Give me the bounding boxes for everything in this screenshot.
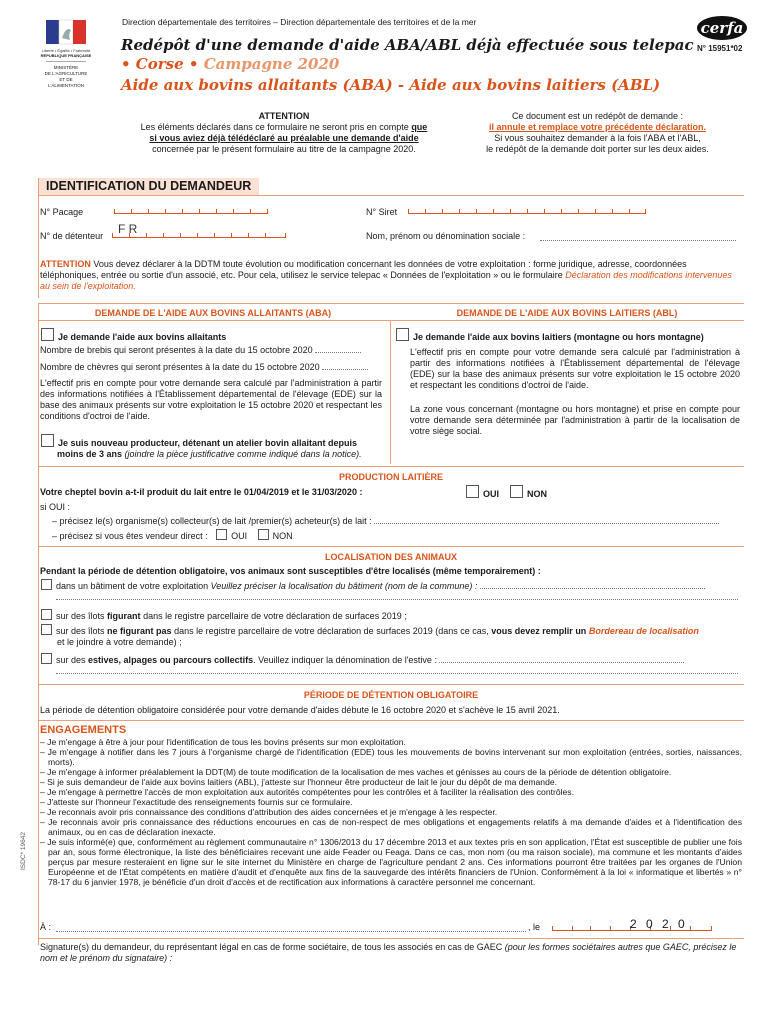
vendeur-non-checkbox[interactable] bbox=[258, 529, 269, 540]
abl-checkbox[interactable] bbox=[396, 328, 409, 341]
commune-input-2[interactable] bbox=[56, 599, 738, 600]
detenteur-prefix: F R bbox=[118, 222, 138, 236]
pacage-field[interactable] bbox=[114, 207, 268, 214]
engagement-item: – Je reconnais avoir pris connaissance des conditions d'attribution des aides concernées et je m'engage à les respecter. bbox=[40, 807, 498, 817]
side-isdc: ISDC* 19642 bbox=[20, 832, 27, 870]
lieu-input[interactable] bbox=[56, 931, 526, 932]
siret-label: N° Siret bbox=[366, 207, 398, 217]
ministry-line4: L'ALIMENTATION bbox=[48, 83, 84, 88]
logo-motto: Liberté • Égalité • Fraternité bbox=[41, 48, 91, 53]
top-line: Direction départementale des territoires – Direction départementale des territoires et de la mer bbox=[122, 17, 477, 27]
loc-option-1: dans un bâtiment de votre exploitation Veuillez préciser la localisation du bâtiment (nom de la commune) : bbox=[41, 579, 741, 592]
vendeur-oui-checkbox[interactable] bbox=[216, 529, 227, 540]
nom-input[interactable] bbox=[540, 240, 736, 241]
localisation-heading: LOCALISATION DES ANIMAUX bbox=[325, 552, 457, 562]
abl-zone: La zone vous concernant (montagne ou hors montagne) et prise en compte pour votre demande sera déterminée par l'administration à partir de la localisation de votre siège social. bbox=[410, 404, 740, 436]
date-year: 2 0 2 0 bbox=[630, 917, 688, 931]
loc-batiment-checkbox[interactable] bbox=[41, 579, 52, 590]
ministry-line2: DE L'AGRICULTURE bbox=[44, 71, 88, 76]
loc-option-3: sur des îlots ne figurant pas dans le registre parcellaire de votre déclaration de surfaces 2019 (dans ce cas, vous devez remplir un Bordereau de localisation et le joindre à votre demande) ; bbox=[41, 624, 741, 648]
engagement-item: – Je reconnais avoir pris connaissance des réductions encourues en cas de non-respect de mes obligations et engagements relatifs à ma demande d'aides et à l'identification des animaux, ou en cas de déclaration inexacte. bbox=[40, 817, 742, 837]
loc-option-2: sur des îlots figurant dans le registre parcellaire de votre déclaration de surfaces 2019 ; bbox=[41, 609, 407, 622]
title-line3: Aide aux bovins allaitants (ABA) - Aide aux bovins laitiers (ABL) bbox=[121, 76, 661, 94]
aba-chevres: Nombre de chèvres qui seront présentes à la date du 15 octobre 2020 bbox=[40, 362, 385, 373]
estive-input[interactable] bbox=[439, 662, 684, 663]
org-input[interactable] bbox=[374, 523, 719, 524]
ministry-line1: MINISTÈRE bbox=[53, 65, 79, 70]
cerfa-logo-icon: cerfa bbox=[697, 16, 747, 40]
chevres-input[interactable] bbox=[322, 369, 368, 370]
loc-ilots-non-figurant-checkbox[interactable] bbox=[41, 624, 52, 635]
marianne-logo-icon bbox=[44, 18, 88, 48]
production-non: NON bbox=[510, 485, 547, 500]
identification-heading: IDENTIFICATION DU DEMANDEUR bbox=[38, 178, 259, 195]
logo-block bbox=[30, 18, 102, 98]
logo-rf: RÉPUBLIQUE FRANÇAISE bbox=[40, 53, 92, 58]
engagement-item: – Je suis informé(e) que, conformément au règlement communautaire n° 1306/2013 du 17 décembre 2013 et aux textes pris en son application, l'État est susceptible de publier une fois par an, sous forme électronique, la liste des bénéficiaires recevant une aide Feader ou Feaga. Dans ce cas, mon nom (ou ma raison sociale), ma commune et les montants d'aides perçus par mesure resteraient en ligne sur le site internet du Ministère en charge de l'agriculture pendant 2 ans. Ces informations pourront être traitées par les organes de l'Union Européenne et de l'État compétents en matière d'audit et d'enquête aux fins de la sauvegarde des intérêts financiers de l'Union. Conformément à la loi « informatique et libertés » n° 78-17 du 6 janvier 1978, je bénéficie d'un droit d'accès et de rectification aux informations à caractère personnel me concernant. bbox=[40, 837, 742, 887]
new-producer-checkbox[interactable] bbox=[41, 434, 54, 447]
engagement-item: – Je m'engage à permettre l'accès de mon exploitation aux autorités compétentes pour les contrôles et à faciliter la réalisation des contrôles. bbox=[40, 787, 574, 797]
engagement-item: – Je m'engage à être à jour pour l'identification de tous les bovins présents sur mon exploitation. bbox=[40, 737, 406, 747]
aba-new-producer: Je suis nouveau producteur, détenant un atelier bovin allaitant depuis moins de 3 ans (joindre la pièce justificative comme indiqué dans la notice). bbox=[41, 434, 386, 460]
cerfa-number: N° 15951*02 bbox=[697, 44, 743, 53]
notice: ATTENTION Vous devez déclarer à la DDTM toute évolution ou modification concernant les données de votre exploitation : forme juridique, adresse, coordonnées téléphoniques, entrée ou sortie d'un associé, etc. Pour cela, utilisez le service telepac « Données de l'exploitation » ou le formulaire Déclaration des modifications intervenues au sein de l'exploitation. bbox=[40, 259, 732, 291]
engagements-list bbox=[40, 737, 742, 887]
abl-heading: DEMANDE DE L'AIDE AUX BOVINS LAITIERS (ABL) bbox=[456, 308, 678, 318]
si-oui: si OUI : bbox=[40, 502, 71, 512]
detenteur-field[interactable] bbox=[112, 231, 286, 238]
title-line2: • Corse • Campagne 2020 bbox=[121, 55, 340, 73]
vendeur-line: – précisez si vous êtes vendeur direct : OUI NON bbox=[52, 531, 293, 541]
aba-heading: DEMANDE DE L'AIDE AUX BOVINS ALLAITANTS (ABA) bbox=[94, 308, 332, 318]
aba-effectif: L'effectif pris en compte pour votre demande sera calculé par l'administration à partir des informations notifiées à l'Établissement départemental de l'élevage (EDE) sur la base des animaux présents sur votre exploitation le 15 octobre 2020 et respectant les conditions d'octroi de l'aide. bbox=[40, 378, 382, 421]
production-oui: OUI bbox=[466, 485, 499, 500]
ministry-line3: ET DE bbox=[59, 77, 73, 82]
production-non-checkbox[interactable] bbox=[510, 485, 523, 498]
production-oui-checkbox[interactable] bbox=[466, 485, 479, 498]
production-heading: PRODUCTION LAITIÈRE bbox=[338, 472, 443, 482]
abl-check-row: Je demande l'aide aux bovins laitiers (montagne ou hors montagne) bbox=[396, 328, 704, 343]
signature-area[interactable] bbox=[40, 965, 740, 1010]
brebis-input[interactable] bbox=[315, 352, 361, 353]
engagements-heading: ENGAGEMENTS bbox=[40, 724, 127, 736]
signature-label: Signature(s) du demandeur, du représentant légal en cas de forme sociétaire, de tous les associés en cas de GAEC (pour les formes sociétaires autres que GAEC, précisez le nom et le prénom du signataire) : bbox=[40, 942, 737, 963]
org-line: – précisez le(s) organisme(s) collecteur(s) de lait /premier(s) acheteur(s) de lait : bbox=[52, 516, 742, 527]
loc-estives-checkbox[interactable] bbox=[41, 653, 52, 664]
le-label: , le bbox=[528, 922, 541, 932]
siret-field[interactable] bbox=[408, 207, 646, 214]
engagement-item: – Je m'engage à informer préalablement la DDT(M) de toute modification de la localisation de mes vaches et génisses au cours de la période de détention obligatoire. bbox=[40, 767, 672, 777]
engagement-item: – Si je suis demandeur de l'aide aux bovins laitiers (ABL), j'atteste sur l'honneur être producteur de lait le jour du dépôt de ma demande. bbox=[40, 777, 558, 787]
periode-heading: PÉRIODE DE DÉTENTION OBLIGATOIRE bbox=[303, 690, 479, 700]
detenteur-label: N° de détenteur bbox=[40, 231, 104, 241]
loc-option-4: sur des estives, alpages ou parcours collectifs. Veuillez indiquer la dénomination de l'estive : bbox=[41, 653, 741, 666]
engagement-item: – Je m'engage à notifier dans les 7 jours à l'organisme chargé de l'identification (EDE) tous les mouvements de bovins intervenant sur mon exploitation (entrées, sorties, naissances, morts). bbox=[40, 747, 742, 767]
attention-left: ATTENTION Les éléments déclarés dans ce formulaire ne seront pris en compte que si vous aviez déjà télédéclaré au préalable une demande d'aide concernée par le présent formulaire au titre de la campagne 2020. bbox=[140, 111, 428, 154]
production-question: Votre cheptel bovin a-t-il produit du lait entre le 01/04/2019 et le 31/03/2020 : bbox=[40, 487, 363, 497]
engagement-item: – J'atteste sur l'honneur l'exactitude des renseignements fournis sur ce formulaire. bbox=[40, 797, 353, 807]
a-label: À : bbox=[40, 922, 52, 932]
periode-text: La période de détention obligatoire considérée pour votre demande d'aides débute le 16 octobre 2020 et s'achève le 15 avril 2021. bbox=[40, 705, 560, 715]
attention-right: Ce document est un redépôt de demande : il annule et remplace votre précédente déclaration. Si vous souhaitez demander à la fois l'ABA et l'ABL, le redépôt de la demande doit porter sur les deux aides. bbox=[486, 111, 709, 154]
pacage-label: N° Pacage bbox=[40, 207, 84, 217]
title-line1: Redépôt d'une demande d'aide ABA/ABL déjà effectuée sous telepac bbox=[121, 36, 694, 54]
nom-label: Nom, prénom ou dénomination sociale : bbox=[366, 231, 526, 241]
commune-input[interactable] bbox=[480, 588, 705, 589]
aba-brebis: Nombre de brebis qui seront présentes à la date du 15 octobre 2020 bbox=[40, 345, 385, 356]
estive-input-2[interactable] bbox=[56, 673, 738, 674]
aba-check-row: Je demande l'aide aux bovins allaitants bbox=[41, 328, 226, 343]
loc-ilots-figurant-checkbox[interactable] bbox=[41, 609, 52, 620]
localisation-intro: Pendant la période de détention obligatoire, vos animaux sont susceptibles d'être localisés (même temporairement) : bbox=[40, 566, 541, 576]
aba-checkbox[interactable] bbox=[41, 328, 54, 341]
abl-effectif: L'effectif pris en compte pour votre demande sera calculé par l'administration à partir des informations notifiées à l'Établissement départemental de l'élevage (EDE) sur la base des animaux présents sur votre exploitation le 15 octobre 2020 et respectant les conditions d'octroi de l'aide. bbox=[410, 347, 740, 390]
